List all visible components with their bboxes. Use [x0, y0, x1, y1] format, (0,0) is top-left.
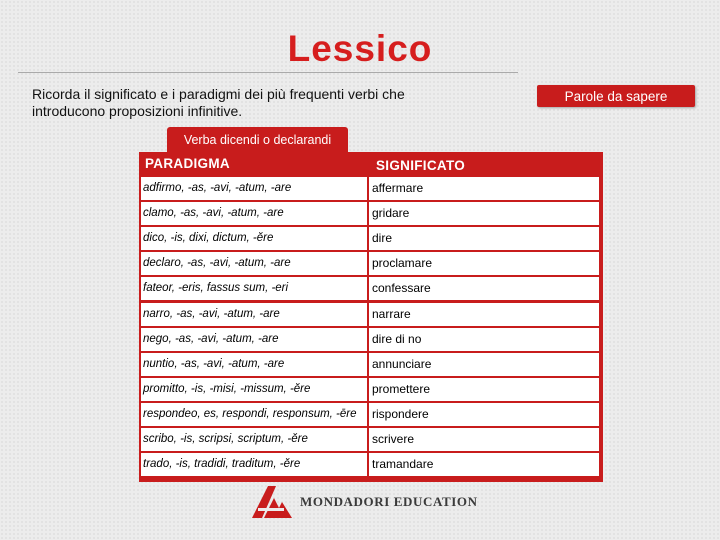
paradigm-cell: narro, -as, -avi, -atum, -are	[141, 303, 367, 326]
table-row	[141, 277, 601, 300]
paradigm-cell: adfirmo, -as, -avi, -atum, -are	[141, 177, 367, 200]
verbs-table	[139, 152, 603, 482]
paradigm-cell: trado, -is, tradidi, traditum, -ĕre	[141, 453, 367, 476]
meaning-cell: proclamare	[369, 252, 599, 275]
intro-text: Ricorda il significato e i paradigmi dei più frequenti verbi che introducono proposizioni infinitive.	[32, 86, 405, 119]
table-row	[141, 403, 601, 426]
paradigm-cell: nego, -as, -avi, -atum, -are	[141, 328, 367, 351]
table-row	[141, 227, 601, 250]
paradigm-cell: respondeo, es, respondi, responsum, -ēre	[141, 403, 367, 426]
title-divider	[18, 72, 518, 73]
meaning-cell: scrivere	[369, 428, 599, 451]
paradigm-cell: clamo, -as, -avi, -atum, -are	[141, 202, 367, 225]
mondadori-logo-icon	[250, 484, 294, 520]
table-row	[141, 453, 601, 476]
paradigm-cell: promitto, -is, -misi, -missum, -ĕre	[141, 378, 367, 401]
paradigm-cell: fateor, -eris, fassus sum, -eri	[141, 277, 367, 300]
publisher-logo	[250, 482, 480, 522]
meaning-cell: gridare	[369, 202, 599, 225]
meaning-cell: affermare	[369, 177, 599, 200]
logo-text: MONDADORI EDUCATION	[300, 494, 478, 509]
header-meaning: SIGNIFICATO	[376, 158, 466, 173]
meaning-cell: dire di no	[369, 328, 599, 351]
meaning-cell: tramandare	[369, 453, 599, 476]
meaning-cell: dire	[369, 227, 599, 250]
verba-dicendi-tab[interactable]: Verba dicendi o declarandi	[167, 127, 348, 153]
paradigm-cell: declaro, -as, -avi, -atum, -are	[141, 252, 367, 275]
header-paradigm: PARADIGMA	[145, 156, 230, 171]
meaning-cell: promettere	[369, 378, 599, 401]
paradigm-cell: dico, -is, dixi, dictum, -ĕre	[141, 227, 367, 250]
slide-title: Lessico	[287, 28, 433, 69]
paradigm-cell: scribo, -is, scripsi, scriptum, -ĕre	[141, 428, 367, 451]
table-row	[141, 378, 601, 401]
table-row	[141, 177, 601, 200]
meaning-cell: annunciare	[369, 353, 599, 376]
table-row	[141, 428, 601, 451]
meaning-cell: rispondere	[369, 403, 599, 426]
paradigm-cell: nuntio, -as, -avi, -atum, -are	[141, 353, 367, 376]
table-row	[141, 353, 601, 376]
table-row	[141, 252, 601, 275]
table-row	[141, 328, 601, 351]
table-row	[141, 202, 601, 225]
meaning-cell: narrare	[369, 303, 599, 326]
meaning-cell: confessare	[369, 277, 599, 300]
words-to-know-button[interactable]: Parole da sapere	[537, 85, 695, 107]
table-row	[141, 303, 601, 326]
